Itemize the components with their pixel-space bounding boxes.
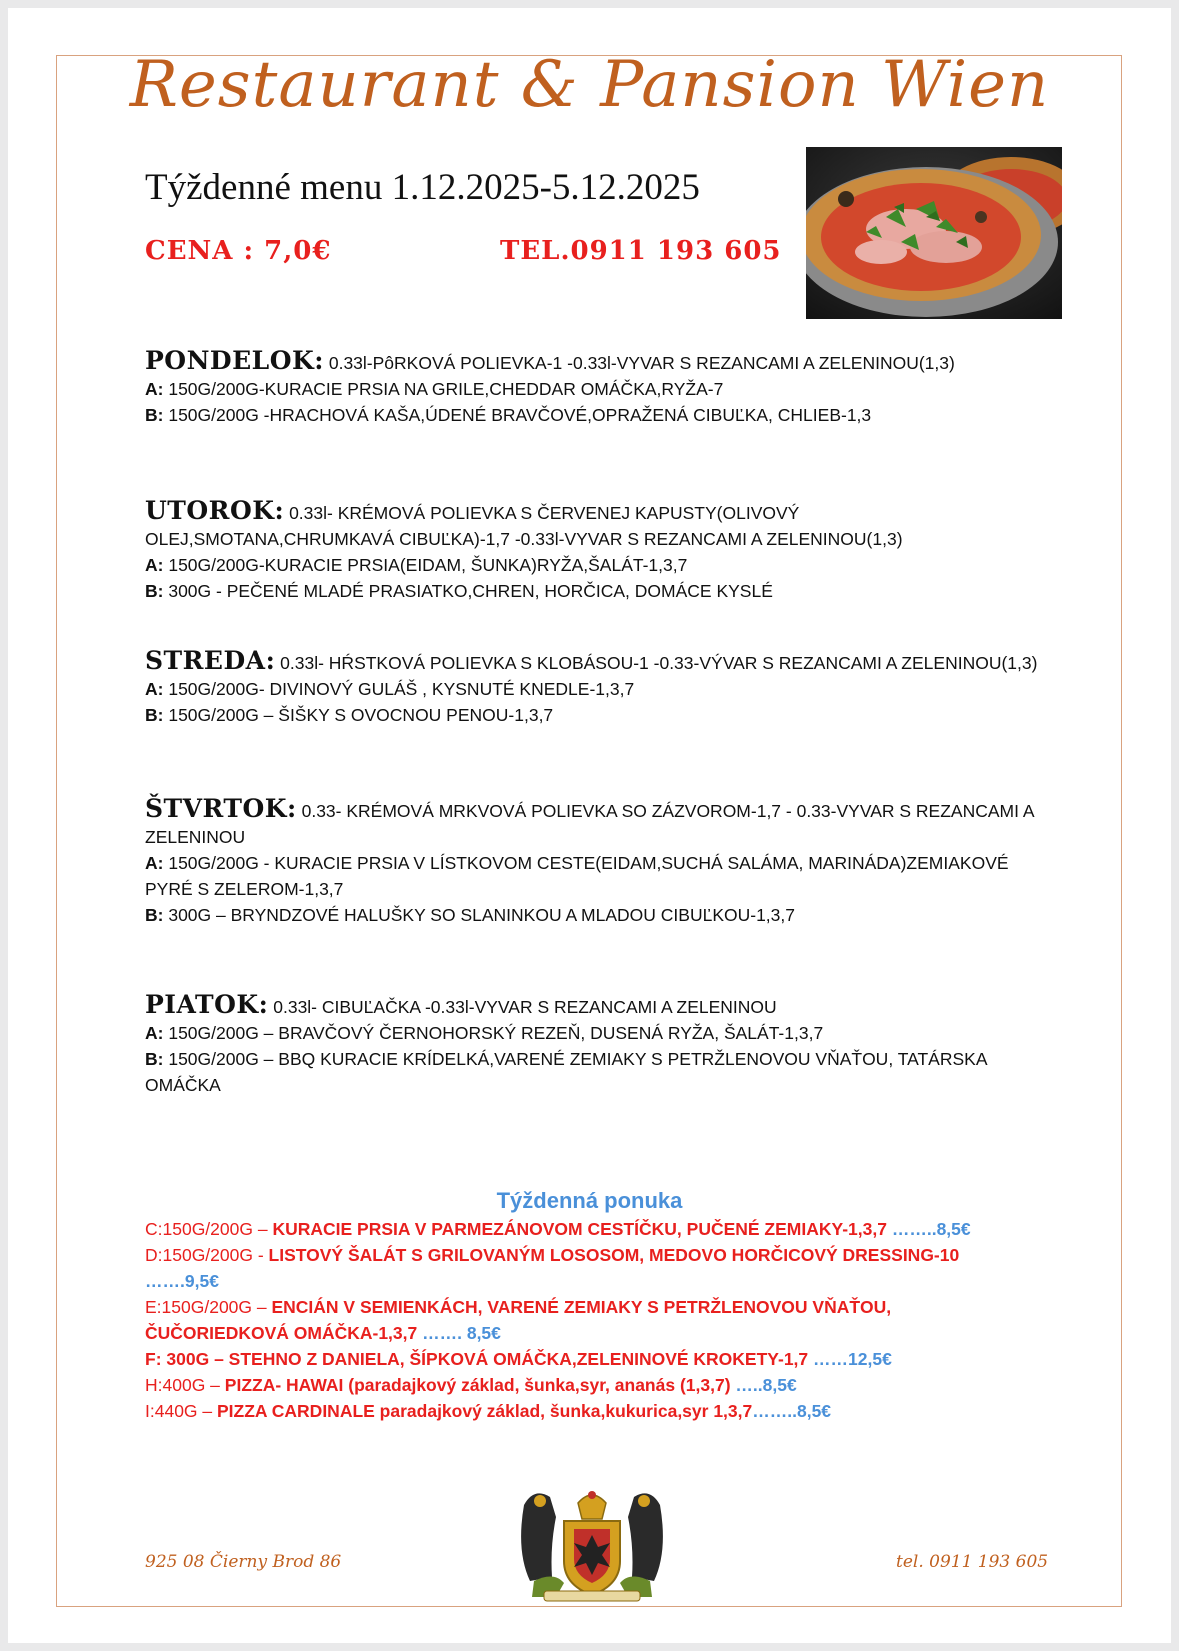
dish-b-label: B:: [145, 1049, 164, 1069]
dish-b-text: 150G/200G – BBQ KURACIE KRÍDELKÁ,VARENÉ ZEMIAKY S PETRŽLENOVOU VŇAŤOU, TATÁRSKA OMÁČKA: [145, 1049, 987, 1095]
footer-address: 925 08 Čierny Brod 86: [145, 1552, 342, 1572]
dish-a-text: 150G/200G – BRAVČOVÝ ČERNOHORSKÝ REZEŇ, DUSENÁ RYŽA, ŠALÁT-1,3,7: [163, 1023, 824, 1043]
dish-a-text: 150G/200G-KURACIE PRSIA(EIDAM, ŠUNKA)RYŽA,ŠALÁT-1,3,7: [163, 555, 688, 575]
phone-number: TEL.0911 193 605: [500, 236, 782, 266]
weekly-offer-title: Týždenná ponuka: [496, 1188, 683, 1213]
soup-text: 0.33l-PôRKOVÁ POLIEVKA-1 -0.33l-VYVAR S REZANCAMI A ZELENINOU(1,3): [323, 353, 955, 373]
dish-b-text: 150G/200G – ŠIŠKY S OVOCNOU PENOU-1,3,7: [163, 705, 554, 725]
offer-code: I:440G –: [145, 1401, 217, 1421]
offer-item: [145, 1372, 1005, 1398]
dish-a-label: A:: [145, 853, 164, 873]
offer-dish: KURACIE PRSIA V PARMEZÁNOVOM CESTÍČKU, PUČENÉ ZEMIAKY-1,3,7: [272, 1219, 887, 1239]
offer-price: …….9,5€: [145, 1271, 219, 1291]
dish-a-label: A:: [145, 379, 164, 399]
offer-price: ……. 8,5€: [417, 1323, 501, 1343]
offer-code: H:400G –: [145, 1375, 225, 1395]
offer-item: [145, 1216, 1005, 1242]
offer-dish: PIZZA CARDINALE paradajkový základ, šunka,kukurica,syr 1,3,7: [217, 1401, 753, 1421]
soup-text: 0.33- KRÉMOVÁ MRKVOVÁ POLIEVKA SO ZÁZVOROM-1,7 - 0.33-VYVAR S REZANCAMI A ZELENINOU: [145, 801, 1034, 847]
day-monday: [145, 348, 1045, 428]
dish-b-text: 150G/200G -HRACHOVÁ KAŠA,ÚDENÉ BRAVČOVÉ,OPRAŽENÁ CIBUĽKA, CHLIEB-1,3: [163, 405, 872, 425]
offer-item: [145, 1294, 1005, 1346]
offer-item: [145, 1398, 1005, 1424]
day-name: ŠTVRTOK:: [145, 794, 297, 823]
dish-a-text: 150G/200G - KURACIE PRSIA V LÍSTKOVOM CESTE(EIDAM,SUCHÁ SALÁMA, MARINÁDA)ZEMIAKOVÉ PYRÉ S ZELEROM-1,3,7: [145, 853, 1009, 899]
menu-price: CENA : 7,0€: [145, 236, 332, 266]
dish-a-label: A:: [145, 555, 164, 575]
offer-code: E:150G/200G –: [145, 1297, 272, 1317]
dish-a-text: 150G/200G- DIVINOVÝ GULÁŠ , KYSNUTÉ KNEDLE-1,3,7: [163, 679, 635, 699]
pizza-photo: [806, 147, 1062, 319]
dish-b-label: B:: [145, 405, 164, 425]
dish-a-label: A:: [145, 1023, 164, 1043]
day-thursday: [145, 796, 1045, 928]
dish-b-text: 300G – BRYNDZOVÉ HALUŠKY SO SLANINKOU A MLADOU CIBUĽKOU-1,3,7: [163, 905, 795, 925]
weekly-offer-list: [145, 1216, 1005, 1424]
offer-price: …..8,5€: [730, 1375, 797, 1395]
weekly-menu-date: Týždenné menu 1.12.2025-5.12.2025: [145, 167, 700, 208]
offer-dish: LISTOVÝ ŠALÁT S GRILOVANÝM LOSOSOM, MEDOVO HORČICOVÝ DRESSING-10: [268, 1245, 960, 1265]
offer-price: ……..8,5€: [886, 1219, 971, 1239]
day-name: UTOROK:: [145, 496, 285, 525]
day-name: STREDA:: [145, 646, 276, 675]
offer-price: ……..8,5€: [752, 1401, 832, 1421]
offer-item: [145, 1242, 1005, 1294]
soup-text: 0.33l- KRÉMOVÁ POLIEVKA S ČERVENEJ KAPUSTY(OLIVOVÝ OLEJ,SMOTANA,CHRUMKAVÁ CIBUĽKA)-1,7 -0.33l-VYVAR S REZANCAMI A ZELENINOU(1,3): [145, 503, 903, 549]
dish-b-label: B:: [145, 705, 164, 725]
soup-text: 0.33l- HŔSTKOVÁ POLIEVKA S KLOBÁSOU-1 -0.33-VÝVAR S REZANCAMI A ZELENINOU(1,3): [275, 653, 1038, 673]
offer-code: C:150G/200G –: [145, 1219, 273, 1239]
restaurant-title: Restaurant & Pansion Wien: [129, 48, 1050, 122]
offer-dish: ENCIÁN V SEMIENKÁCH, VARENÉ ZEMIAKY S PETRŽLENOVOU VŇAŤOU, ČUČORIEDKOVÁ OMÁČKA-1,3,7: [145, 1297, 892, 1343]
soup-text: 0.33l- CIBUĽAČKA -0.33l-VYVAR S REZANCAMI A ZELENINOU: [268, 997, 777, 1017]
dish-a-text: 150G/200G-KURACIE PRSIA NA GRILE,CHEDDAR OMÁČKA,RYŽA-7: [163, 379, 724, 399]
offer-dish: 300G – STEHNO Z DANIELA, ŠÍPKOVÁ OMÁČKA,ZELENINOVÉ KROKETY-1,7: [166, 1349, 809, 1369]
offer-code: F:: [145, 1349, 167, 1369]
day-name: PONDELOK:: [145, 346, 324, 375]
offer-dish: PIZZA- HAWAI (paradajkový základ, šunka,syr, ananás (1,3,7): [224, 1375, 731, 1395]
dish-b-label: B:: [145, 905, 164, 925]
day-tuesday: [145, 498, 1045, 604]
day-name: PIATOK:: [145, 990, 269, 1019]
offer-code: D:150G/200G -: [145, 1245, 269, 1265]
dish-b-text: 300G - PEČENÉ MLADÉ PRASIATKO,CHREN, HORČICA, DOMÁCE KYSLÉ: [163, 581, 773, 601]
day-friday: [145, 992, 1045, 1098]
dish-b-label: B:: [145, 581, 164, 601]
coat-of-arms-logo: [504, 1485, 680, 1605]
dish-a-label: A:: [145, 679, 164, 699]
offer-item: [145, 1346, 1005, 1372]
footer-phone: tel. 0911 193 605: [896, 1552, 1049, 1572]
day-wednesday: [145, 648, 1045, 728]
menu-page: [8, 8, 1171, 1643]
offer-price: ……12,5€: [808, 1349, 892, 1369]
